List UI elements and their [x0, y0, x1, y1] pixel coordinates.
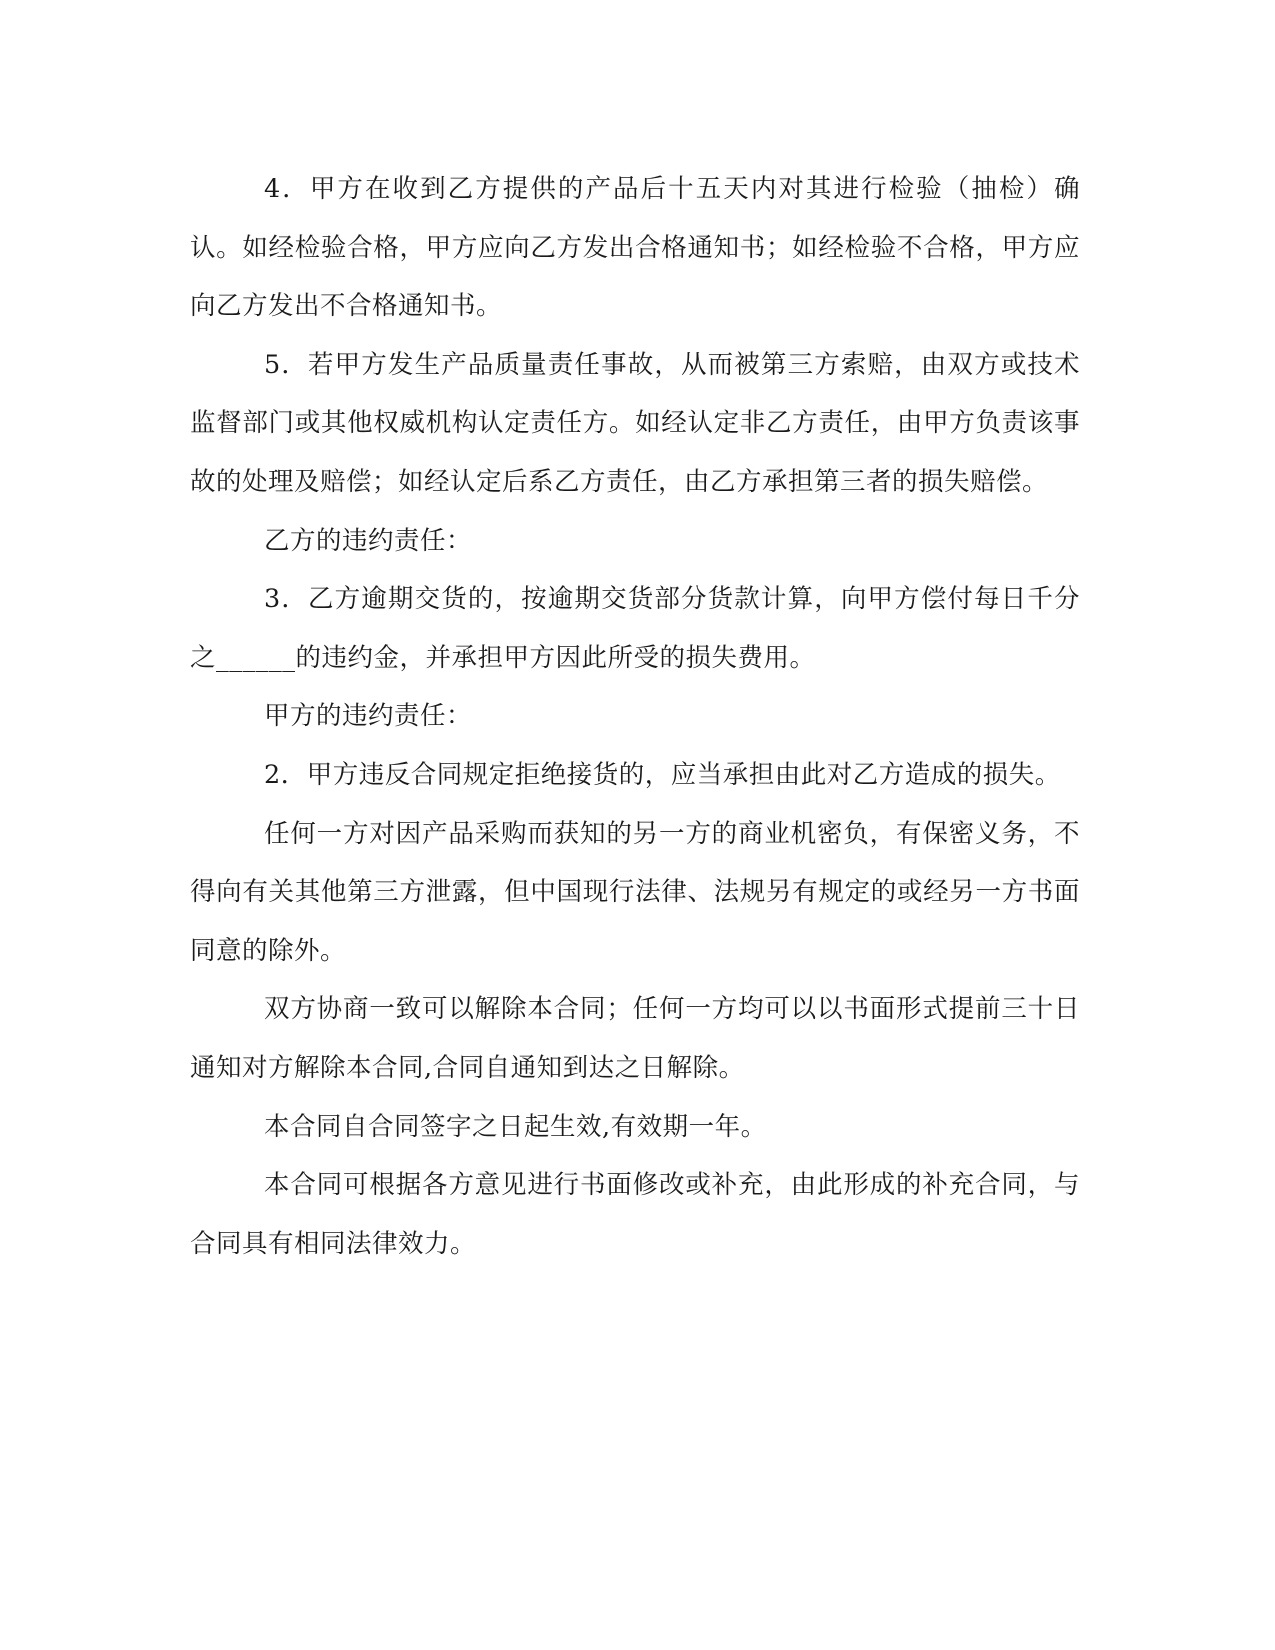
clause-late-delivery: 3．乙方逾期交货的，按逾期交货部分货款计算，向甲方偿付每日千分之______的违约金，并承担甲方因此所受的损失费用。 — [190, 584, 1080, 673]
clause-confidentiality: 任何一方对因产品采购而获知的另一方的商业机密负，有保密义务，不得向有关其他第三方泄露，但中国现行法律、法规另有规定的或经另一方书面同意的除外。 — [190, 818, 1080, 966]
clause-quality-liability: 5．若甲方发生产品质量责任事故，从而被第三方索赔，由双方或技术监督部门或其他权威机构认定责任方。如经认定非乙方责任，由甲方负责该事故的处理及赔偿；如经认定后系乙方责任，由乙方承担第三者的损失赔偿。 — [190, 349, 1080, 497]
clause-termination: 双方协商一致可以解除本合同；任何一方均可以以书面形式提前三十日通知对方解除本合同,合同自通知到达之日解除。 — [190, 994, 1080, 1083]
clause-inspection: 4．甲方在收到乙方提供的产品后十五天内对其进行检验（抽检）确认。如经检验合格，甲方应向乙方发出合格通知书；如经检验不合格，甲方应向乙方发出不合格通知书。 — [190, 174, 1080, 322]
clause-amendment: 本合同可根据各方意见进行书面修改或补充，由此形成的补充合同，与合同具有相同法律效力。 — [190, 1170, 1080, 1259]
heading-party-a-liability: 甲方的违约责任： — [264, 701, 473, 732]
document-body — [190, 160, 1080, 1273]
heading-party-b-liability: 乙方的违约责任： — [264, 525, 473, 556]
clause-effective-date: 本合同自合同签字之日起生效,有效期一年。 — [264, 1111, 767, 1142]
clause-refuse-delivery: 2．甲方违反合同规定拒绝接货的，应当承担由此对乙方造成的损失。 — [264, 759, 1061, 790]
